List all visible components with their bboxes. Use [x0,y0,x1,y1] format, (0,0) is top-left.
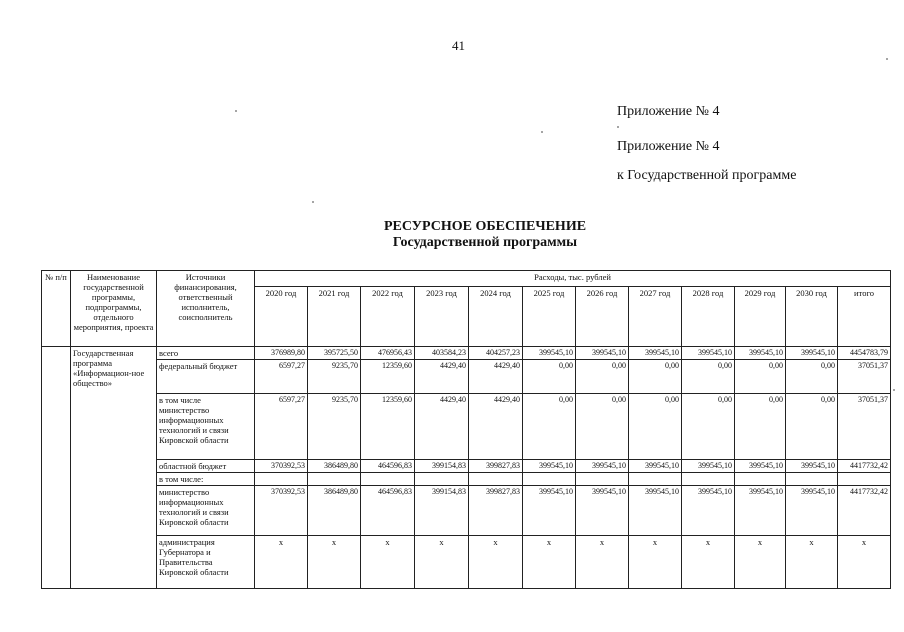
value-cell: 399545,10 [786,347,838,360]
appendix-line-2: Приложение № 4 [617,139,720,154]
empty-cell [361,473,415,486]
value-cell: 399154,83 [415,460,469,473]
header-year: 2028 год [682,287,735,347]
value-cell: 0,00 [786,394,838,460]
source-label-cell: в том числе: [157,473,255,486]
value-cell: 0,00 [682,394,735,460]
value-cell: x [838,536,891,589]
value-cell: x [576,536,629,589]
value-cell: 403584,23 [415,347,469,360]
value-cell: x [523,536,576,589]
value-cell: 4417732,42 [838,460,891,473]
source-label-cell: федеральный бюджет [157,360,255,394]
document-subtitle: Государственной программы [392,235,578,250]
value-cell: 399154,83 [415,486,469,536]
value-cell: 0,00 [576,394,629,460]
value-cell: 370392,53 [255,486,308,536]
value-cell: 399545,10 [576,486,629,536]
header-year: 2022 год [361,287,415,347]
value-cell: 4429,40 [469,360,523,394]
appendix-line-3: к Государственной программе [617,168,797,183]
value-cell: 399545,10 [576,347,629,360]
value-cell: 0,00 [523,394,576,460]
empty-cell [682,473,735,486]
value-cell: 464596,83 [361,460,415,473]
value-cell: 0,00 [682,360,735,394]
value-cell: 37051,37 [838,394,891,460]
header-year: 2023 год [415,287,469,347]
header-year: 2027 год [629,287,682,347]
value-cell: 4429,40 [469,394,523,460]
value-cell: 370392,53 [255,460,308,473]
value-cell: 399827,83 [469,460,523,473]
value-cell: 399827,83 [469,486,523,536]
value-cell: 476956,43 [361,347,415,360]
value-cell: 37051,37 [838,360,891,394]
value-cell: 399545,10 [629,460,682,473]
value-cell: 399545,10 [629,347,682,360]
empty-cell [786,473,838,486]
value-cell: 399545,10 [682,460,735,473]
table-row [42,486,891,536]
table-row [42,347,891,360]
value-cell: 399545,10 [682,486,735,536]
value-cell: x [361,536,415,589]
document-title: РЕСУРСНОЕ ОБЕСПЕЧЕНИЕ [383,219,587,234]
value-cell: 12359,60 [361,360,415,394]
value-cell: x [682,536,735,589]
header-year: 2025 год [523,287,576,347]
empty-cell [735,473,786,486]
header-name: Наименование государственной программы, подпрограммы, отдельного мероприятия, проекта [71,271,157,347]
empty-cell [523,473,576,486]
empty-cell [576,473,629,486]
empty-cell [629,473,682,486]
table-row [42,394,891,460]
resource-table [41,270,891,589]
header-year: 2030 год [786,287,838,347]
source-label-cell: областной бюджет [157,460,255,473]
value-cell: 399545,10 [735,460,786,473]
value-cell: 399545,10 [576,460,629,473]
value-cell: 464596,83 [361,486,415,536]
value-cell: 0,00 [523,360,576,394]
value-cell: 0,00 [735,360,786,394]
value-cell: 0,00 [735,394,786,460]
value-cell: 0,00 [629,394,682,460]
value-cell: x [629,536,682,589]
empty-cell [838,473,891,486]
header-year: 2024 год [469,287,523,347]
value-cell: x [735,536,786,589]
source-label-cell: в том числе министерство информационных технологий и связи Кировской области [157,394,255,460]
value-cell: 4454783,79 [838,347,891,360]
table-row [42,360,891,394]
header-year: 2029 год [735,287,786,347]
value-cell: 404257,23 [469,347,523,360]
value-cell: 399545,10 [523,460,576,473]
scan-speck [312,201,314,203]
header-num: № п/п [42,271,71,347]
value-cell: 6597,27 [255,394,308,460]
value-cell: 0,00 [786,360,838,394]
value-cell: 0,00 [576,360,629,394]
header-year: итого [838,287,891,347]
value-cell: 399545,10 [735,347,786,360]
value-cell: x [255,536,308,589]
empty-cell [308,473,361,486]
scan-speck [617,126,619,128]
empty-cell [469,473,523,486]
scan-speck [886,58,888,60]
program-name-cell: Государственная программа «Информацион-ное общество» [71,347,157,589]
table-row [42,536,891,589]
value-cell: 395725,50 [308,347,361,360]
value-cell: x [415,536,469,589]
value-cell: 399545,10 [786,460,838,473]
value-cell: 9235,70 [308,394,361,460]
scan-speck [235,110,237,112]
value-cell: 4429,40 [415,360,469,394]
header-expenses: Расходы, тыс. рублей [255,271,891,287]
value-cell: 399545,10 [735,486,786,536]
row-number-cell [42,347,71,589]
header-source: Источники финансирования, ответственный исполнитель, соисполнитель [157,271,255,347]
empty-cell [415,473,469,486]
table-row [42,473,891,486]
value-cell: 12359,60 [361,394,415,460]
source-label-cell: министерство информационных технологий и связи Кировской области [157,486,255,536]
empty-cell [255,473,308,486]
source-label-cell: всего [157,347,255,360]
page-number: 41 [452,38,465,53]
header-year: 2026 год [576,287,629,347]
value-cell: 399545,10 [786,486,838,536]
value-cell: 376989,80 [255,347,308,360]
scan-speck [893,389,895,391]
value-cell: 4429,40 [415,394,469,460]
table-row [42,460,891,473]
scan-speck [541,131,543,133]
source-label-cell: администрация Губернатора и Правительства Кировской области [157,536,255,589]
value-cell: 399545,10 [682,347,735,360]
value-cell: 0,00 [629,360,682,394]
value-cell: 386489,80 [308,460,361,473]
value-cell: 6597,27 [255,360,308,394]
header-year: 2020 год [255,287,308,347]
value-cell: 386489,80 [308,486,361,536]
value-cell: 399545,10 [523,486,576,536]
value-cell: x [308,536,361,589]
value-cell: 9235,70 [308,360,361,394]
value-cell: 4417732,42 [838,486,891,536]
appendix-line-1: Приложение № 4 [617,104,720,119]
value-cell: x [786,536,838,589]
value-cell: 399545,10 [523,347,576,360]
value-cell: 399545,10 [629,486,682,536]
value-cell: x [469,536,523,589]
header-year: 2021 год [308,287,361,347]
table-body [42,347,891,589]
